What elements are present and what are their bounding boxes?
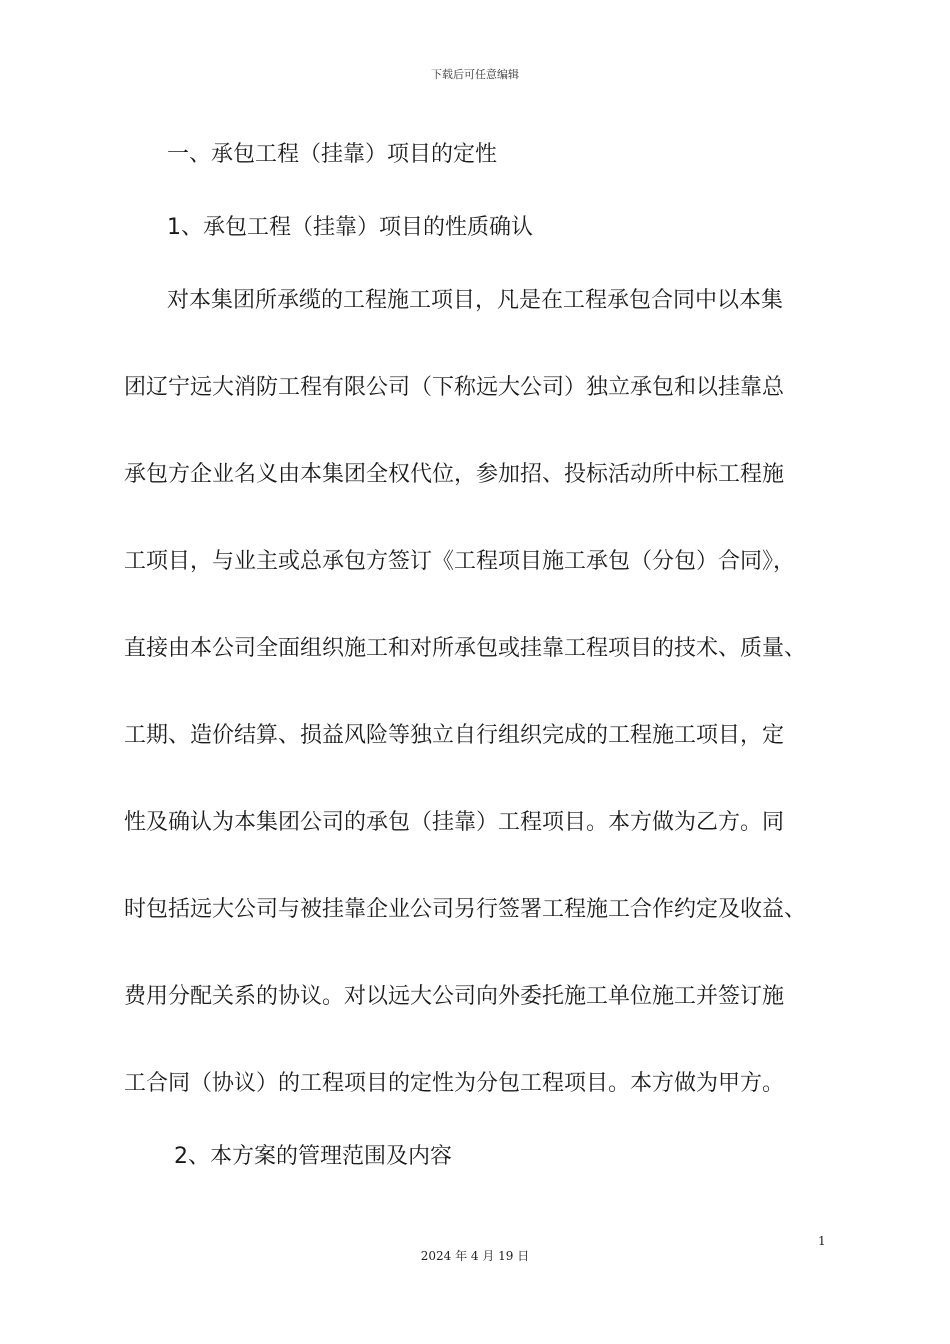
paragraph-line: 团辽宁远大消防工程有限公司（下称远大公司）独立承包和以挂靠总 xyxy=(124,375,785,400)
section-title: 一、承包工程（挂靠）项目的定性 xyxy=(167,142,498,167)
paragraph-line: 工合同（协议）的工程项目的定性为分包工程项目。本方做为甲方。 xyxy=(124,1071,785,1096)
paragraph-line: 工项目，与业主或总承包方签订《工程项目施工承包（分包）合同》， xyxy=(124,549,796,574)
subsection-1-title: 1、承包工程（挂靠）项目的性质确认 xyxy=(167,215,533,240)
paragraph-line: 承包方企业名义由本集团全权代位，参加招、投标活动所中标工程施 xyxy=(124,462,785,487)
footer-date: 2024 年 4 月 19 日 xyxy=(420,1249,530,1263)
paragraph-line: 对本集团所承缆的工程施工项目，凡是在工程承包合同中以本集 xyxy=(167,288,784,313)
page-number: 1 xyxy=(818,1234,826,1248)
paragraph-line: 工期、造价结算、损益风险等独立自行组织完成的工程施工项目，定 xyxy=(124,723,785,748)
subsection-2-title: 2、本方案的管理范围及内容 xyxy=(174,1144,452,1169)
paragraph-line: 费用分配关系的协议。对以远大公司向外委托施工单位施工并签订施 xyxy=(124,984,785,1009)
paragraph-line: 直接由本公司全面组织施工和对所承包或挂靠工程项目的技术、质量、 xyxy=(124,636,807,661)
paragraph-line: 时包括远大公司与被挂靠企业公司另行签署工程施工合作约定及收益、 xyxy=(124,897,807,922)
page-header: 下载后可任意编辑 xyxy=(431,68,519,81)
paragraph-line: 性及确认为本集团公司的承包（挂靠）工程项目。本方做为乙方。同 xyxy=(124,810,785,835)
